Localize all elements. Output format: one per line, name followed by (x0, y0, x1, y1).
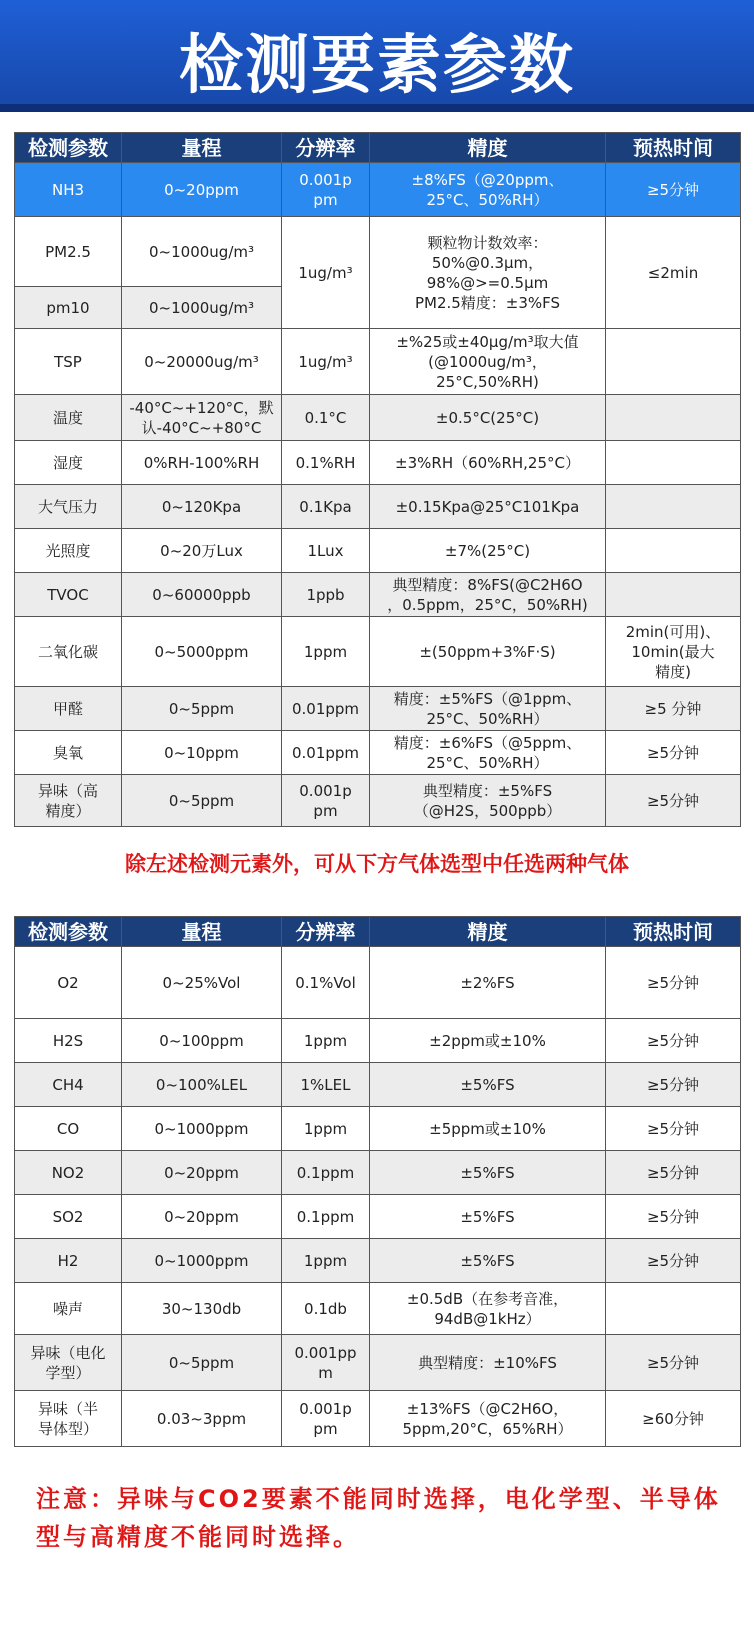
cell-resolution: 0.1Kpa (282, 485, 370, 529)
cell-resolution: 0.1°C (282, 395, 370, 441)
table-header-row (15, 133, 741, 163)
cell-accuracy: ±0.5dB（在参考音准， 94dB@1kHz） (370, 1283, 606, 1335)
cell-range: 0~60000ppb (122, 573, 282, 617)
cell-warmup: ≥5 分钟 (606, 687, 741, 731)
table-header-row (15, 917, 741, 947)
cell-warmup: ≥5分钟 (606, 1151, 741, 1195)
table-row (15, 441, 741, 485)
cell-param: CH4 (15, 1063, 122, 1107)
cell-param: CO (15, 1107, 122, 1151)
cell-accuracy: 典型精度：±5%FS （@H2S，500ppb） (370, 775, 606, 827)
cell-warmup: ≥5分钟 (606, 775, 741, 827)
cell-warmup: ≤2min (606, 217, 741, 329)
cell-range: 0~10ppm (122, 731, 282, 775)
cell-param: 甲醛 (15, 687, 122, 731)
cell-accuracy: ±2ppm或±10% (370, 1019, 606, 1063)
cell-param: 噪声 (15, 1283, 122, 1335)
cell-accuracy: ±0.15Kpa@25°C101Kpa (370, 485, 606, 529)
cell-accuracy: ±2%FS (370, 947, 606, 1019)
cell-resolution: 1ug/m³ (282, 329, 370, 395)
cell-range: 0~120Kpa (122, 485, 282, 529)
cell-range: 0.03~3ppm (122, 1391, 282, 1447)
cell-accuracy: 精度：±6%FS（@5ppm、 25°C、50%RH） (370, 731, 606, 775)
table-row (15, 1195, 741, 1239)
cell-resolution: 1%LEL (282, 1063, 370, 1107)
cell-range: 0%RH-100%RH (122, 441, 282, 485)
cell-param: 大气压力 (15, 485, 122, 529)
cell-range: -40°C~+120°C，默 认-40°C~+80°C (122, 395, 282, 441)
table-row (15, 1019, 741, 1063)
cell-param: NO2 (15, 1151, 122, 1195)
cell-range: 0~1000ug/m³ (122, 287, 282, 329)
table-row (15, 1151, 741, 1195)
title-banner (0, 0, 754, 112)
cell-resolution: 0.01ppm (282, 731, 370, 775)
cell-resolution: 1ppb (282, 573, 370, 617)
cell-warmup: ≥5分钟 (606, 1019, 741, 1063)
cell-range: 0~100%LEL (122, 1063, 282, 1107)
cell-accuracy: ±0.5°C(25°C) (370, 395, 606, 441)
header-param: 检测参数 (15, 133, 122, 163)
cell-param: TVOC (15, 573, 122, 617)
cell-accuracy: ±5%FS (370, 1195, 606, 1239)
cell-accuracy: ±(50ppm+3%F·S) (370, 617, 606, 687)
cell-accuracy: ±7%(25°C) (370, 529, 606, 573)
cell-accuracy: ±5ppm或±10% (370, 1107, 606, 1151)
cell-accuracy: 精度：±5%FS（@1ppm、 25°C、50%RH） (370, 687, 606, 731)
cell-param: 异味（高 精度） (15, 775, 122, 827)
cell-param: 二氧化碳 (15, 617, 122, 687)
header-accuracy: 精度 (370, 133, 606, 163)
cell-warmup (606, 329, 741, 395)
header-resolution: 分辨率 (282, 133, 370, 163)
table-row (15, 573, 741, 617)
table-row (15, 617, 741, 687)
cell-accuracy: ±5%FS (370, 1239, 606, 1283)
cell-range: 0~1000ppm (122, 1107, 282, 1151)
params-table-1 (14, 132, 741, 827)
cell-resolution: 0.001p pm (282, 163, 370, 217)
cell-warmup: ≥5分钟 (606, 947, 741, 1019)
cell-resolution: 1ppm (282, 1019, 370, 1063)
cell-range: 0~20000ug/m³ (122, 329, 282, 395)
cell-warmup (606, 573, 741, 617)
page-title: 检测要素参数 (179, 29, 575, 103)
header-warmup: 预热时间 (606, 917, 741, 947)
cell-param: NH3 (15, 163, 122, 217)
cell-resolution: 1ppm (282, 1107, 370, 1151)
table-row (15, 687, 741, 731)
cell-accuracy: 颗粒物计数效率： 50%@0.3μm， 98%@>=0.5μm PM2.5精度：±3%FS (370, 217, 606, 329)
header-range: 量程 (122, 133, 282, 163)
cell-resolution: 0.001pp m (282, 1335, 370, 1391)
cell-param: 异味（电化 学型） (15, 1335, 122, 1391)
cell-resolution: 1ppm (282, 1239, 370, 1283)
cell-range: 0~20ppm (122, 1195, 282, 1239)
cell-warmup: ≥5分钟 (606, 163, 741, 217)
header-param: 检测参数 (15, 917, 122, 947)
table-row (15, 775, 741, 827)
cell-range: 0~20万Lux (122, 529, 282, 573)
cell-warmup: ≥5分钟 (606, 1335, 741, 1391)
cell-range: 0~1000ug/m³ (122, 217, 282, 287)
table-row (15, 1283, 741, 1335)
cell-range: 0~25%Vol (122, 947, 282, 1019)
cell-warmup: ≥5分钟 (606, 1107, 741, 1151)
table-row (15, 731, 741, 775)
table-row (15, 1107, 741, 1151)
cell-range: 0~20ppm (122, 163, 282, 217)
header-range: 量程 (122, 917, 282, 947)
cell-accuracy: 典型精度：8%FS(@C2H6O ，0.5ppm，25°C，50%RH) (370, 573, 606, 617)
table-row (15, 1391, 741, 1447)
cell-resolution: 0.001p pm (282, 775, 370, 827)
header-warmup: 预热时间 (606, 133, 741, 163)
cell-resolution: 0.001p pm (282, 1391, 370, 1447)
cell-range: 0~5ppm (122, 687, 282, 731)
cell-param: H2S (15, 1019, 122, 1063)
cell-warmup: ≥5分钟 (606, 1195, 741, 1239)
cell-range: 0~5000ppm (122, 617, 282, 687)
table-row (15, 395, 741, 441)
cell-param: 臭氧 (15, 731, 122, 775)
table-row (15, 163, 741, 217)
cell-warmup: 2min(可用)、 10min(最大 精度) (606, 617, 741, 687)
cell-resolution: 0.1ppm (282, 1151, 370, 1195)
cell-warmup (606, 395, 741, 441)
cell-resolution: 0.1db (282, 1283, 370, 1335)
banner-divider (0, 104, 754, 112)
cell-resolution: 1Lux (282, 529, 370, 573)
note-selection-restriction: 注意：异味与CO2要素不能同时选择，电化学型、半导体型与高精度不能同时选择。 (36, 1485, 721, 1551)
cell-range: 30~130db (122, 1283, 282, 1335)
cell-warmup (606, 529, 741, 573)
cell-range: 0~1000ppm (122, 1239, 282, 1283)
cell-accuracy: ±%25或±40μg/m³取大值 (@1000ug/m³， 25°C,50%RH) (370, 329, 606, 395)
cell-param: 湿度 (15, 441, 122, 485)
cell-range: 0~5ppm (122, 1335, 282, 1391)
cell-accuracy: ±5%FS (370, 1063, 606, 1107)
table-row (15, 485, 741, 529)
cell-resolution: 0.1%RH (282, 441, 370, 485)
cell-resolution: 1ug/m³ (282, 217, 370, 329)
table-row (15, 529, 741, 573)
cell-accuracy: ±5%FS (370, 1151, 606, 1195)
table-row (15, 329, 741, 395)
cell-accuracy: 典型精度：±10%FS (370, 1335, 606, 1391)
cell-range: 0~5ppm (122, 775, 282, 827)
cell-param: O2 (15, 947, 122, 1019)
cell-param: 异味（半 导体型） (15, 1391, 122, 1447)
cell-warmup (606, 441, 741, 485)
table-row (15, 1239, 741, 1283)
cell-param: 光照度 (15, 529, 122, 573)
cell-warmup: ≥60分钟 (606, 1391, 741, 1447)
cell-warmup (606, 485, 741, 529)
cell-param: SO2 (15, 1195, 122, 1239)
cell-range: 0~20ppm (122, 1151, 282, 1195)
cell-warmup: ≥5分钟 (606, 1063, 741, 1107)
cell-range: 0~100ppm (122, 1019, 282, 1063)
params-table-2 (14, 916, 741, 1447)
cell-resolution: 0.01ppm (282, 687, 370, 731)
header-accuracy: 精度 (370, 917, 606, 947)
header-resolution: 分辨率 (282, 917, 370, 947)
table-row (15, 1335, 741, 1391)
cell-param: pm10 (15, 287, 122, 329)
cell-resolution: 0.1%Vol (282, 947, 370, 1019)
cell-resolution: 1ppm (282, 617, 370, 687)
cell-param: PM2.5 (15, 217, 122, 287)
table-row (15, 947, 741, 1019)
cell-accuracy: ±3%RH（60%RH,25°C） (370, 441, 606, 485)
cell-warmup (606, 1283, 741, 1335)
cell-warmup: ≥5分钟 (606, 1239, 741, 1283)
cell-param: TSP (15, 329, 122, 395)
cell-param: H2 (15, 1239, 122, 1283)
table-row (15, 1063, 741, 1107)
table-row (15, 217, 741, 287)
note-optional-gases: 除左述检测元素外，可从下方气体选型中任选两种气体 (125, 852, 629, 876)
cell-accuracy: ±13%FS（@C2H6O， 5ppm,20°C，65%RH） (370, 1391, 606, 1447)
cell-resolution: 0.1ppm (282, 1195, 370, 1239)
cell-param: 温度 (15, 395, 122, 441)
cell-warmup: ≥5分钟 (606, 731, 741, 775)
cell-accuracy: ±8%FS（@20ppm、 25°C、50%RH） (370, 163, 606, 217)
